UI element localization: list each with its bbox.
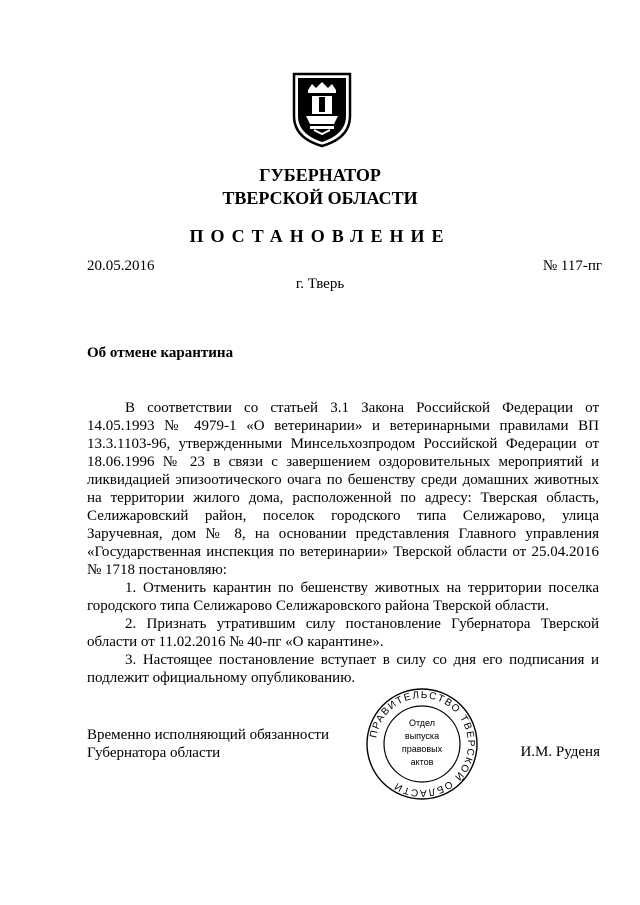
preamble-paragraph: В соответствии со статьей 3.1 Закона Российской Федерации от 14.05.1993 № 4979-1 «О ветеринарии» и ветеринарными правилами ВП 13.3.1103-96, утвержденными Минсельхозпродом Российской Федерации от 18.06.1996 № 23 в связи с завершением оздоровительных мероприятий и ликвидацией эпизоотического очага по бешенству среди домашних животных на территории жилого дома, расположенной по адресу: Тверская область, Селижаровский район, поселок городского типа Селижарово, улица Заручевная, дом № 8, на основании представления Главного управления «Государственная инспекция по ветеринарии» Тверской области от 25.04.2016 № 1718 постановляю: xyxy=(87,400,599,578)
signatory-name: И.М. Руденя xyxy=(520,744,600,760)
decree-item-2: 2. Признать утратившим силу постановление Губернатора Тверской области от 11.02.2016 № 40-пг «О карантине». xyxy=(87,616,599,650)
org-title-line2: ТВЕРСКОЙ ОБЛАСТИ xyxy=(222,188,418,208)
decree-item-1: 1. Отменить карантин по бешенству животных на территории поселка городского типа Селижарово Селижаровского района Тверской области. xyxy=(87,580,599,614)
document-body xyxy=(87,399,599,687)
signatory-position-line2: Губернатора области xyxy=(87,745,221,761)
stamp-line2: выпуска xyxy=(404,731,440,741)
signatory-position xyxy=(87,726,329,762)
document-city: г. Тверь xyxy=(295,276,345,292)
document-type-heading: ПОСТАНОВЛЕНИЕ xyxy=(189,226,451,246)
stamp-ring-text: ПРАВИТЕЛЬСТВО ТВЕРСКОЙ ОБЛАСТИ xyxy=(368,689,477,799)
decree-item-3: 3. Настоящее постановление вступает в силу со дня его подписания и подлежит официальному опубликованию. xyxy=(87,652,599,686)
official-stamp xyxy=(364,686,480,802)
tver-coat-of-arms-icon xyxy=(290,70,354,148)
org-title-line1: ГУБЕРНАТОР xyxy=(259,165,381,185)
stamp-line4: актов xyxy=(410,757,434,767)
document-date: 20.05.2016 xyxy=(87,258,155,274)
stamp-line3: правовых xyxy=(401,744,443,754)
stamp-line1: Отдел xyxy=(408,718,436,728)
document-subject: Об отмене карантина xyxy=(87,345,234,361)
document-number: № 117-пг xyxy=(542,258,602,274)
signatory-position-line1: Временно исполняющий обязанности xyxy=(87,727,330,743)
